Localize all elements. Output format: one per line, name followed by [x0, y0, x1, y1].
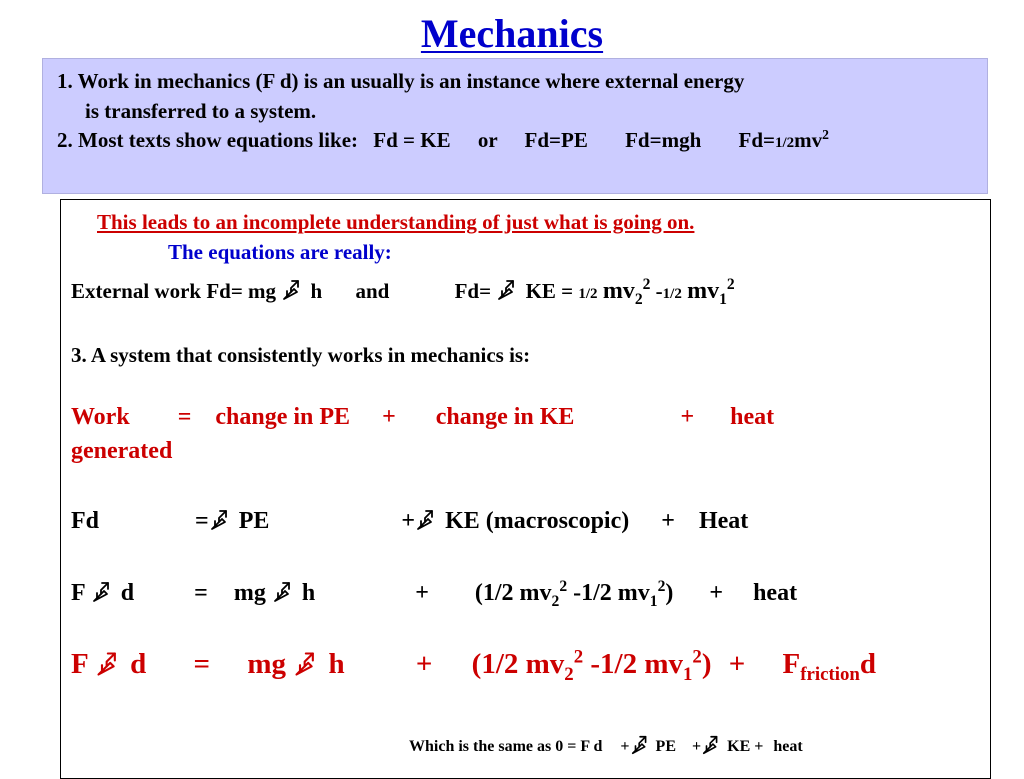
intro-line-2: is transferred to a system.	[85, 99, 317, 123]
external-work-line: External work Fd= mg h and Fd= KE = 1/2 $mv_2^2$ -1/2 $mv_1^2$	[71, 276, 735, 308]
point-3: 3. A system that consistently works in mechanics is:	[71, 343, 531, 367]
delta-arrow-icon	[91, 580, 115, 604]
fd-equation-row: Fd = PE + KE (macroscopic) + Heat	[71, 508, 749, 534]
delta-arrow-icon	[95, 650, 123, 678]
equation-fd-mgh: Fd=mgh	[625, 128, 702, 152]
delta-arrow-icon	[209, 508, 233, 532]
delta-arrow-icon	[415, 508, 439, 532]
delta-arrow-icon	[281, 278, 305, 302]
same-as-line: Which is the same as 0 = F d + PE + KE + heat	[409, 734, 803, 756]
equation-fd-pe: Fd=PE	[524, 128, 588, 152]
main-box	[60, 199, 991, 779]
delta-arrow-icon	[701, 734, 723, 756]
intro-lead: 2. Most texts show equations like:	[57, 128, 359, 152]
intro-line-1: 1. Work in mechanics (F d) is an usually is an instance where external energy	[57, 69, 745, 93]
or-word: or	[477, 128, 498, 152]
work-equation-row: Work = change in PE + change in KE + heat	[71, 404, 775, 430]
page-title: Mechanics	[420, 11, 604, 56]
intro-box	[42, 58, 988, 194]
equations-really-label: The equations are really:	[168, 240, 392, 264]
equation-fd-ke: Fd = KE	[373, 128, 451, 152]
delta-arrow-icon	[293, 650, 321, 678]
delta-arrow-icon	[496, 278, 520, 302]
incomplete-note: This leads to an incomplete understanding of just what is going on.	[97, 210, 695, 234]
delta-arrow-icon	[272, 580, 296, 604]
work-generated: generated	[71, 438, 173, 464]
intro-line-3	[57, 128, 829, 153]
delta-arrow-icon	[630, 734, 652, 756]
equation-fd-half-mv2: $Fd=1/2mv^2$	[738, 127, 829, 152]
f-d-friction-equation-row: F d = mg h + (1/2 $mv_2^2$ -1/2 $mv_1^2) + F_{friction}d$	[71, 646, 877, 685]
f-d-equation-row: F d = mg h + (1/2 $mv_2^2$ -1/2 $mv_1^2$) + heat	[71, 578, 798, 610]
